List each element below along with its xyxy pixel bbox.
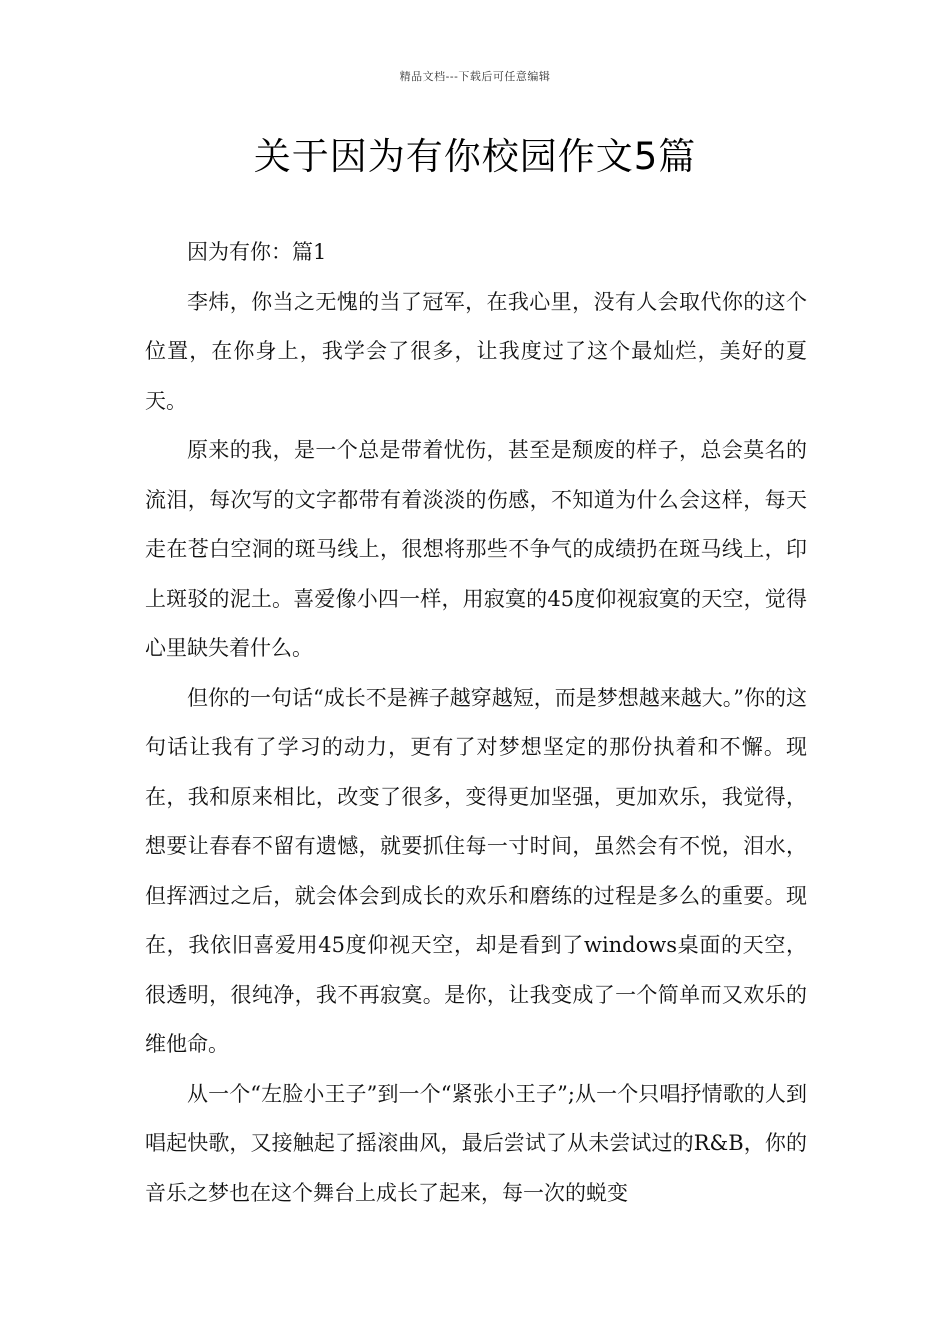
document-body xyxy=(145,228,807,1218)
paragraph: 原来的我，是一个总是带着忧伤，甚至是颓废的样子，总会莫名的流泪，每次写的文字都带有着淡淡的伤感，不知道为什么会这样，每天走在苍白空洞的斑马线上，很想将那些不争气的成绩扔在斑马线上，印上斑驳的泥土。喜爱像小四一样，用寂寞的45度仰视寂寞的天空，觉得心里缺失着什么。 xyxy=(145,438,807,660)
section-heading: 因为有你：篇1 xyxy=(187,240,327,264)
paragraph: 从一个“左脸小王子”到一个“紧张小王子”;从一个只唱抒情歌的人到唱起快歌，又接触起了摇滚曲风，最后尝试了从未尝试过的R&B，你的音乐之梦也在这个舞台上成长了起来，每一次的蜕变 xyxy=(145,1081,807,1205)
paragraph: 李炜，你当之无愧的当了冠军，在我心里，没有人会取代你的这个位置，在你身上，我学会了很多，让我度过了这个最灿烂，美好的夏天。 xyxy=(145,289,807,413)
paragraph: 但你的一句话“成长不是裤子越穿越短，而是梦想越来越大。”你的这句话让我有了学习的动力，更有了对梦想坚定的那份执着和不懈。现在，我和原来相比，改变了很多，变得更加坚强，更加欢乐，我觉得，想要让春春不留有遗憾，就要抓住每一寸时间，虽然会有不悦，泪水，但挥洒过之后，就会体会到成长的欢乐和磨练的过程是多么的重要。现在，我依旧喜爱用45度仰视天空，却是看到了windows桌面的天空，很透明，很纯净，我不再寂寞。是你，让我变成了一个简单而又欢乐的维他命。 xyxy=(145,685,807,1056)
document-title: 关于因为有你校园作文5篇 xyxy=(253,135,697,178)
header-note: 精品文档---下载后可任意编辑 xyxy=(399,70,551,83)
